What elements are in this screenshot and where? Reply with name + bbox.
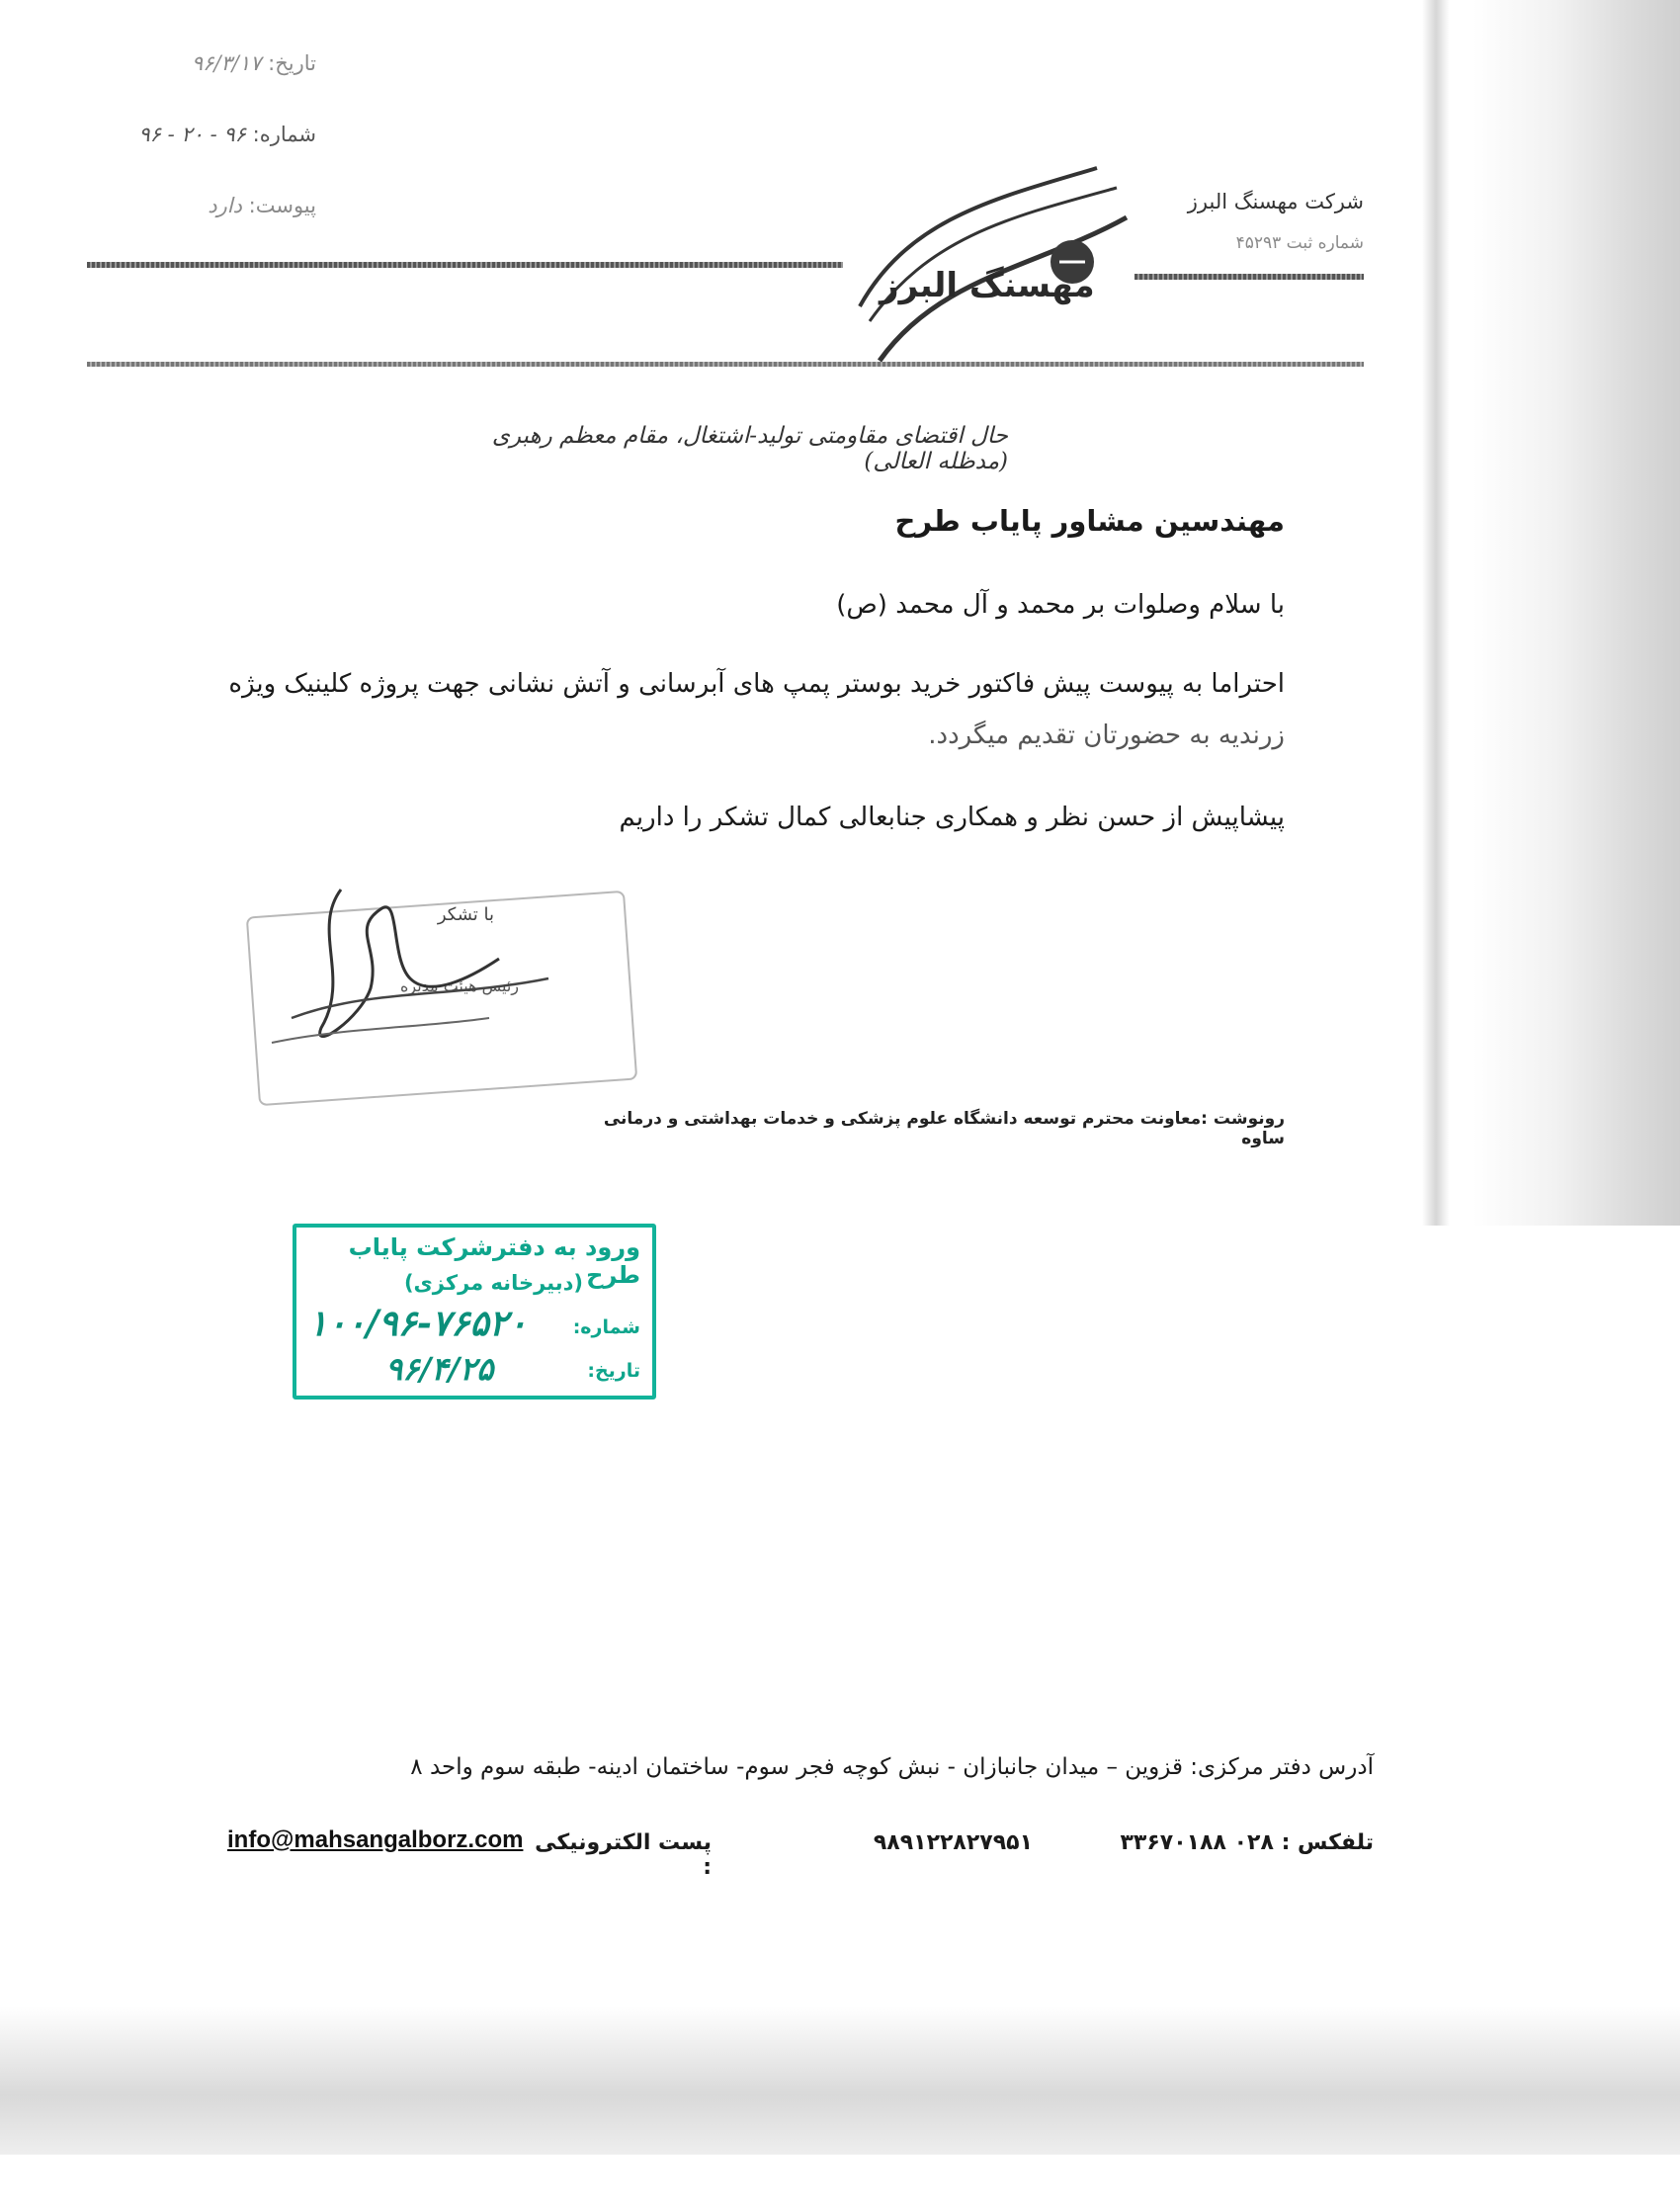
stamp-date-label: تاریخ: xyxy=(587,1360,640,1382)
header-rule-bottom xyxy=(87,362,1364,367)
footer-email-label: پست الکترونیکی : xyxy=(535,1830,712,1880)
stamp-number-value: ۱۰۰/۹۶-۷۶۵۲۰ xyxy=(308,1303,528,1344)
footer-phone xyxy=(1107,1830,1374,1855)
scan-shadow-stripe xyxy=(1422,0,1450,1226)
footer-email-link[interactable]: info@mahsangalborz.com xyxy=(227,1826,524,1853)
date-field xyxy=(79,51,316,75)
greeting: با سلام وصلوات بر محمد و آل محمد (ص) xyxy=(836,590,1285,620)
signature-thanks: با تشکر xyxy=(437,904,494,925)
body-line-1: احتراما به پیوست پیش فاکتور خرید بوستر پمپ های آبرسانی و آتش نشانی جهت پروژه کلینیک ویژه xyxy=(228,669,1285,699)
logo-text: مهسنگ البرز xyxy=(880,266,1095,305)
phone-label: تلفکس : xyxy=(1281,1830,1374,1855)
header-rule-left xyxy=(87,262,843,268)
attachment-value: دارد xyxy=(208,194,242,217)
scan-shadow-right xyxy=(1472,0,1680,1226)
number-field xyxy=(79,123,316,146)
signature-scribble-icon xyxy=(252,870,568,1067)
phone-value: ۰۲۸ ۳۳۶۷۰۱۸۸ xyxy=(1120,1830,1274,1855)
handwritten-signature xyxy=(252,870,568,1067)
attachment-label: پیوست: xyxy=(248,194,316,217)
number-value: ۹۶ - ۲۰ - ۹۶ xyxy=(138,123,246,146)
logo-swoosh-icon xyxy=(840,158,1136,371)
received-stamp xyxy=(293,1224,656,1400)
scan-shadow-bottom xyxy=(0,2006,1680,2155)
footer-address: آدرس دفتر مرکزی: قزوین – میدان جانبازان - نبش کوچه فجر سوم- ساختمان ادینه- طبقه سوم واحد ۸ xyxy=(410,1754,1374,1780)
date-value: ۹۶/۳/۱۷ xyxy=(191,51,262,75)
recipient: مهندسین مشاور پایاب طرح xyxy=(894,504,1285,538)
stamp-line-2: (دبیرخانه مرکزی) xyxy=(403,1271,583,1295)
stamp-number-label: شماره: xyxy=(572,1316,640,1338)
signature-title: رئیس هیئت مدیره xyxy=(399,976,519,995)
date-label: تاریخ: xyxy=(268,51,316,75)
company-name: شرکت مهسنگ البرز xyxy=(1187,190,1364,213)
header-rule-right xyxy=(1134,274,1364,280)
subject-line: حال اقتضای مقاومتی تولید-اشتغال، مقام معظم رهبری (مدظله العالی) xyxy=(491,423,1008,474)
company-reg: شماره ثبت ۴۵۲۹۳ xyxy=(1235,233,1364,253)
attachment-field xyxy=(79,194,316,217)
cc-line: رونوشت :معاونت محترم توسعه دانشگاه علوم پزشکی و خدمات بهداشتی و درمانی ساوه xyxy=(603,1109,1285,1148)
body-line-2: زرندیه به حضورتان تقدیم میگردد. xyxy=(928,721,1285,750)
company-logo xyxy=(840,158,1136,371)
footer-mobile: ۹۸۹۱۲۲۸۲۷۹۵۱ xyxy=(873,1830,1033,1855)
number-label: شماره: xyxy=(252,123,316,146)
stamp-date-value: ۹۶/۴/۲۵ xyxy=(385,1350,494,1388)
stamp-line-1: ورود به دفترشرکت پایاب طرح xyxy=(348,1233,640,1289)
closing-line: پیشاپیش از حسن نظر و همکاری جنابعالی کمال تشکر را داریم xyxy=(619,803,1285,832)
